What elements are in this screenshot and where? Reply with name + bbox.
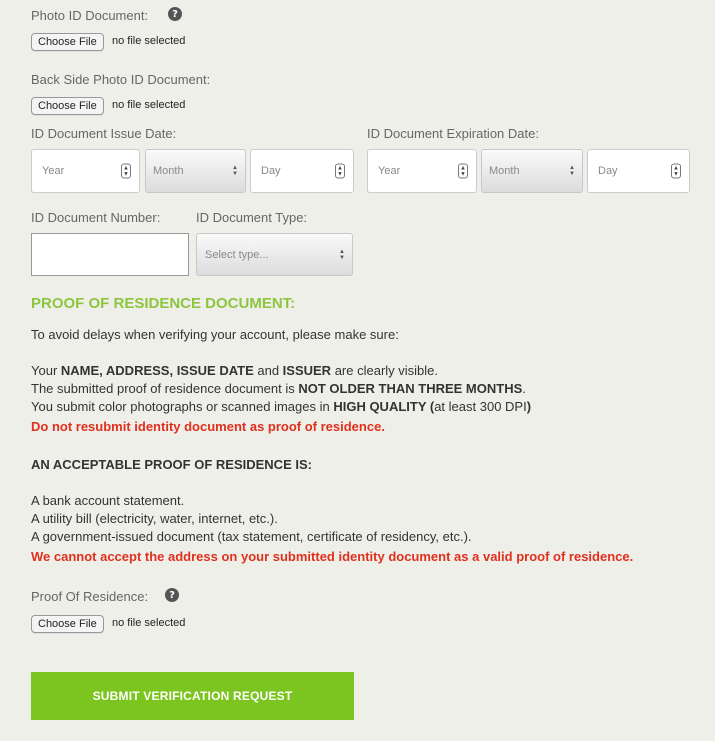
warning-address: We cannot accept the address on your submitted identity document as a valid proof of residence.: [31, 549, 634, 564]
select-arrows-icon: ▲ ▼: [569, 165, 575, 177]
question-circle-icon[interactable]: ?: [165, 588, 179, 602]
expiration-month-text: Month: [489, 165, 520, 177]
photo-id-file-status: no file selected: [112, 35, 186, 47]
photo-id-label: Photo ID Document:: [31, 8, 149, 23]
expiration-day-select[interactable]: [587, 149, 690, 193]
issue-year-select[interactable]: [31, 149, 140, 193]
back-side-file-status: no file selected: [112, 99, 186, 111]
acceptable-heading: AN ACCEPTABLE PROOF OF RESIDENCE IS:: [31, 457, 312, 472]
acceptable-item: A government-issued document (tax statement, certificate of residency, etc.).: [31, 529, 472, 544]
requirement-line-2: The submitted proof of residence document is NOT OLDER THAN THREE MONTHS.: [31, 381, 526, 396]
select-arrows-icon: ▲ ▼: [232, 165, 238, 177]
issue-date-label: ID Document Issue Date:: [31, 126, 177, 141]
warning-resubmit: Do not resubmit identity document as proof of residence.: [31, 419, 385, 434]
submit-verification-button[interactable]: SUBMIT VERIFICATION REQUEST: [31, 672, 354, 720]
doc-number-input[interactable]: [31, 233, 189, 276]
issue-month-text: Month: [153, 165, 184, 177]
back-side-choose-file-button[interactable]: Choose File: [31, 97, 104, 115]
stepper-icon: ▲ ▼: [458, 164, 468, 179]
proof-intro: To avoid delays when verifying your account, please make sure:: [31, 327, 399, 342]
residence-choose-file-button[interactable]: Choose File: [31, 615, 104, 633]
requirement-line-3: You submit color photographs or scanned images in HIGH QUALITY (at least 300 DPI): [31, 399, 532, 414]
question-circle-icon[interactable]: ?: [168, 7, 182, 21]
issue-day-text: Day: [261, 165, 281, 177]
doc-type-select[interactable]: [196, 233, 353, 276]
expiration-year-text: Year: [378, 165, 401, 177]
expiration-day-text: Day: [598, 165, 618, 177]
proof-heading: PROOF OF RESIDENCE DOCUMENT:: [31, 295, 296, 312]
residence-file-label: Proof Of Residence:: [31, 589, 149, 604]
stepper-icon: ▲ ▼: [671, 164, 681, 179]
issue-day-select[interactable]: [250, 149, 354, 193]
issue-year-text: Year: [42, 165, 65, 177]
back-side-label: Back Side Photo ID Document:: [31, 72, 211, 87]
doc-number-label: ID Document Number:: [31, 210, 161, 225]
acceptable-item: A bank account statement.: [31, 493, 185, 508]
acceptable-item: A utility bill (electricity, water, internet, etc.).: [31, 511, 278, 526]
requirement-line-1: Your NAME, ADDRESS, ISSUE DATE and ISSUER are clearly visible.: [31, 363, 439, 378]
select-arrows-icon: ▲ ▼: [339, 248, 345, 261]
expiration-date-label: ID Document Expiration Date:: [367, 126, 539, 141]
doc-type-text: Select type...: [205, 248, 269, 261]
stepper-icon: ▲ ▼: [335, 164, 345, 179]
expiration-year-select[interactable]: [367, 149, 477, 193]
stepper-icon: ▲ ▼: [121, 164, 131, 179]
doc-type-label: ID Document Type:: [196, 210, 308, 225]
expiration-month-select[interactable]: [481, 149, 583, 193]
residence-file-status: no file selected: [112, 617, 186, 629]
photo-id-choose-file-button[interactable]: Choose File: [31, 33, 104, 51]
issue-month-select[interactable]: [145, 149, 246, 193]
